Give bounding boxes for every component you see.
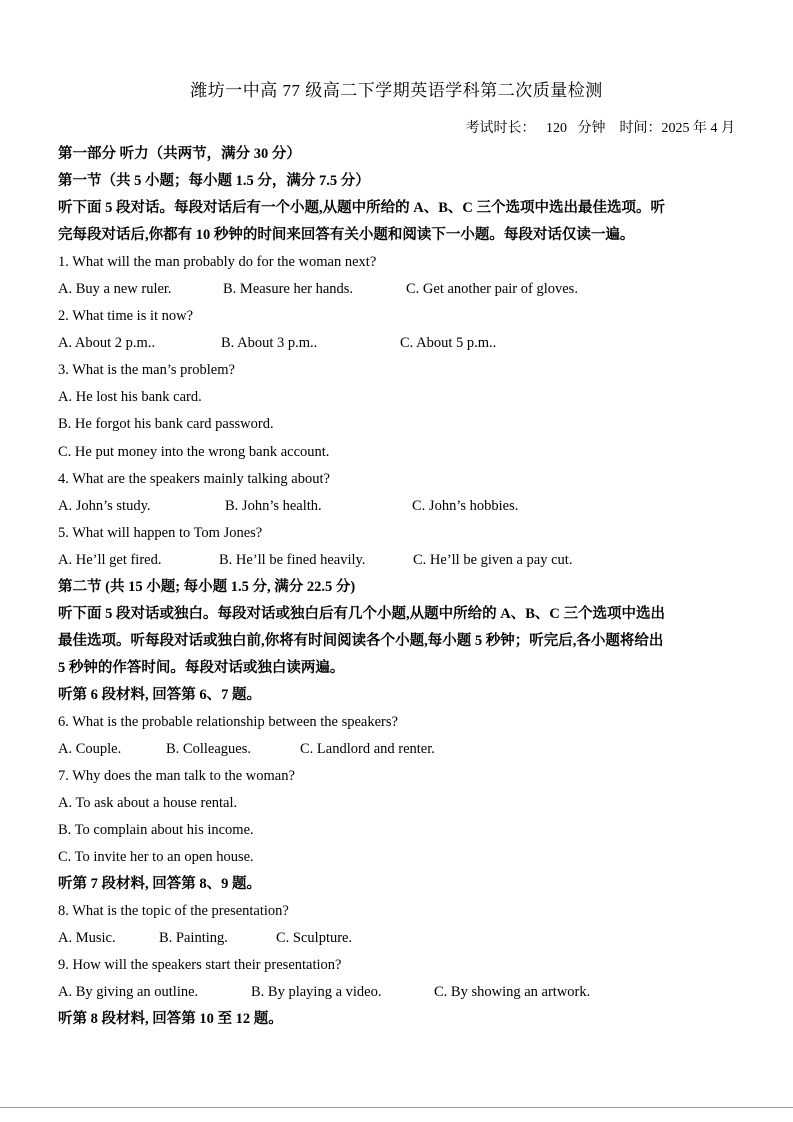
option-a: A. Music. — [58, 930, 116, 946]
option-b: B. Measure her hands. — [223, 281, 354, 297]
question-6-options — [58, 740, 738, 758]
option-c: C. Landlord and renter. — [300, 741, 435, 757]
material-6-heading: 听第 6 段材料, 回答第 6、7 题。 — [58, 687, 261, 703]
exam-meta: 考试时长： 120 分钟 时间：2025 年 4 月 — [465, 121, 735, 136]
option-a: A. He’ll get fired. — [58, 552, 162, 568]
question-4: 4. What are the speakers mainly talking about? — [58, 471, 330, 487]
section2-heading: 第二节 (共 15 小题; 每小题 1.5 分, 满分 22.5 分) — [58, 579, 356, 595]
section1-instructions-line2: 完每段对话后,你都有 10 秒钟的时间来回答有关小题和阅读下一小题。每段对话仅读一遍。 — [58, 227, 635, 243]
option-a: A. About 2 p.m.. — [58, 335, 156, 351]
question-3-option-c: C. He put money into the wrong bank account. — [58, 444, 330, 460]
material-8-heading: 听第 8 段材料, 回答第 10 至 12 题。 — [58, 1011, 283, 1027]
section1-instructions-line1: 听下面 5 段对话。每段对话后有一个小题,从题中所给的 A、B、C 三个选项中选出最佳选项。听 — [58, 200, 665, 216]
question-5: 5. What will happen to Tom Jones? — [58, 525, 263, 541]
question-1-options — [58, 280, 738, 298]
question-4-options — [58, 497, 738, 515]
question-5-options — [58, 551, 738, 569]
question-1: 1. What will the man probably do for the woman next? — [58, 254, 377, 270]
section2-instructions-line1: 听下面 5 段对话或独白。每段对话或独白后有几个小题,从题中所给的 A、B、C 三个选项中选出 — [58, 606, 665, 622]
question-8: 8. What is the topic of the presentation? — [58, 903, 289, 919]
section2-instructions-line3: 5 秒钟的作答时间。每段对话或独白读两遍。 — [58, 660, 345, 676]
option-c: C. Get another pair of gloves. — [406, 281, 578, 297]
question-2: 2. What time is it now? — [58, 308, 194, 324]
option-b: B. By playing a video. — [251, 984, 382, 1000]
question-7-option-b: B. To complain about his income. — [58, 822, 254, 838]
option-c: C. John’s hobbies. — [412, 498, 519, 514]
question-9: 9. How will the speakers start their presentation? — [58, 957, 342, 973]
option-a: A. John’s study. — [58, 498, 151, 514]
question-6: 6. What is the probable relationship between the speakers? — [58, 714, 398, 730]
question-7-option-c: C. To invite her to an open house. — [58, 849, 254, 865]
material-7-heading: 听第 7 段材料, 回答第 8、9 题。 — [58, 876, 261, 892]
section2-instructions-line2: 最佳选项。听每段对话或独白前,你将有时间阅读各个小题,每小题 5 秒钟；听完后,各小题将给出 — [58, 633, 664, 649]
question-2-options — [58, 334, 738, 352]
page-title: 潍坊一中高 77 级高二下学期英语学科第二次质量检测 — [190, 81, 603, 100]
question-3: 3. What is the man’s problem? — [58, 362, 235, 378]
question-3-option-b: B. He forgot his bank card password. — [58, 416, 274, 432]
question-7: 7. Why does the man talk to the woman? — [58, 768, 295, 784]
page-bottom-divider — [0, 1107, 793, 1108]
option-a: A. Couple. — [58, 741, 122, 757]
option-b: B. Painting. — [159, 930, 228, 946]
option-c: C. About 5 p.m.. — [400, 335, 497, 351]
option-c: C. By showing an artwork. — [434, 984, 591, 1000]
option-b: B. About 3 p.m.. — [221, 335, 318, 351]
option-b: B. John’s health. — [225, 498, 322, 514]
option-c: C. He’ll be given a pay cut. — [413, 552, 573, 568]
section1-heading: 第一节（共 5 小题；每小题 1.5 分，满分 7.5 分） — [58, 173, 370, 189]
option-c: C. Sculpture. — [276, 930, 353, 946]
question-3-option-a: A. He lost his bank card. — [58, 389, 202, 405]
question-8-options — [58, 929, 738, 947]
option-a: A. Buy a new ruler. — [58, 281, 172, 297]
option-b: B. Colleagues. — [166, 741, 251, 757]
option-b: B. He’ll be fined heavily. — [219, 552, 366, 568]
option-a: A. By giving an outline. — [58, 984, 199, 1000]
question-7-option-a: A. To ask about a house rental. — [58, 795, 238, 811]
part1-heading: 第一部分 听力（共两节，满分 30 分） — [58, 146, 301, 162]
question-9-options — [58, 983, 738, 1001]
